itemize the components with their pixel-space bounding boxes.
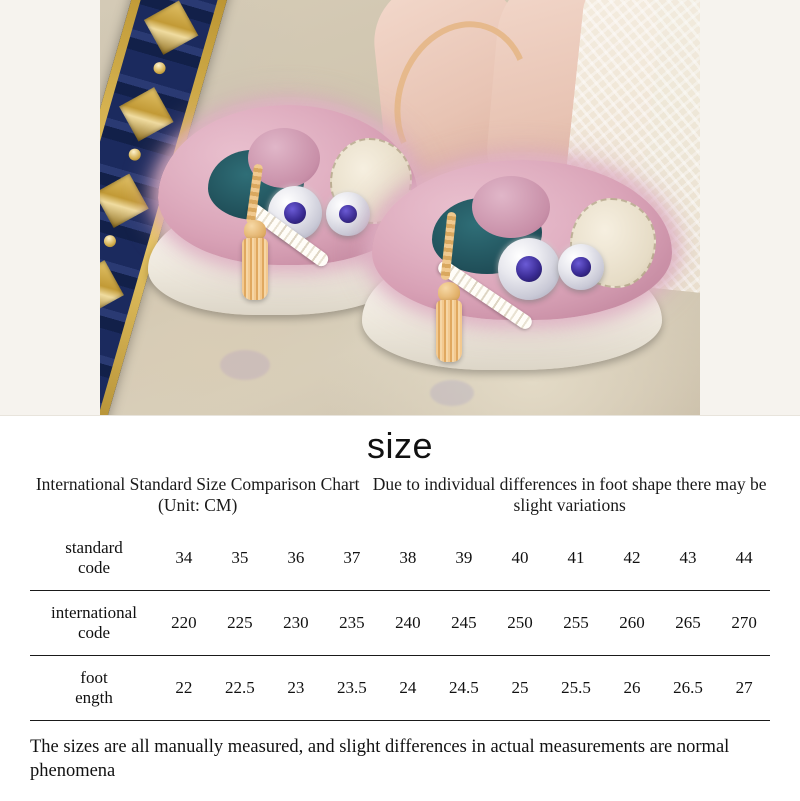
cell: 42	[606, 526, 658, 591]
cell: 245	[434, 591, 494, 656]
cell: 22.5	[210, 656, 270, 721]
cell: 26.5	[658, 656, 718, 721]
cell: 37	[322, 526, 382, 591]
size-chart-section	[0, 415, 800, 801]
cell: 240	[382, 591, 434, 656]
tassel-skirt	[436, 300, 462, 362]
eye-pupil	[339, 205, 357, 223]
ribbon-diamond	[119, 87, 173, 141]
cell: 25	[494, 656, 546, 721]
cell: 43	[658, 526, 718, 591]
cloth-motif	[430, 380, 474, 406]
size-table	[30, 526, 770, 721]
ribbon-dot	[152, 61, 167, 76]
size-headline-row	[0, 468, 800, 516]
photo-left-margin	[0, 0, 100, 415]
cell: 40	[494, 526, 546, 591]
row-label-line1: standard	[65, 538, 123, 557]
tassel-skirt	[242, 238, 268, 300]
cell: 23	[270, 656, 322, 721]
row-label-line2: code	[77, 558, 111, 577]
table-row	[30, 591, 770, 656]
size-title: size	[366, 425, 434, 466]
row-label-line1: foot	[80, 668, 108, 687]
cell: 24.5	[434, 656, 494, 721]
eye-pupil	[284, 202, 307, 225]
cell: 22	[158, 656, 210, 721]
table-row	[30, 526, 770, 591]
cell: 39	[434, 526, 494, 591]
cell: 235	[322, 591, 382, 656]
eye-decoration	[558, 244, 604, 290]
eye-pupil	[571, 257, 590, 276]
cell: 34	[158, 526, 210, 591]
ribbon-diamond	[100, 174, 149, 228]
cell: 255	[546, 591, 606, 656]
table-row	[30, 656, 770, 721]
cell: 38	[382, 526, 434, 591]
row-label-standard-code	[30, 526, 158, 591]
cell: 23.5	[322, 656, 382, 721]
cell: 270	[718, 591, 770, 656]
cell: 220	[158, 591, 210, 656]
cell: 25.5	[546, 656, 606, 721]
ribbon-diamond	[144, 1, 198, 55]
product-photo	[100, 0, 700, 415]
ribbon-dot	[103, 234, 118, 249]
row-label-foot-length	[30, 656, 158, 721]
cell: 260	[606, 591, 658, 656]
cell: 265	[658, 591, 718, 656]
cell: 230	[270, 591, 322, 656]
cell: 26	[606, 656, 658, 721]
tassel-head	[244, 220, 266, 240]
eye-decoration	[326, 192, 370, 236]
cell: 41	[546, 526, 606, 591]
size-footnote: The sizes are all manually measured, and slight differences in actual measurements are normal phenomena	[30, 737, 730, 781]
cloth-motif	[220, 350, 270, 380]
pink-patch	[472, 176, 550, 238]
eye-pupil	[516, 256, 542, 282]
ribbon-diamond	[100, 260, 124, 314]
photo-right-margin	[700, 0, 800, 415]
tassel-head	[438, 282, 460, 302]
row-label-line2: ength	[75, 688, 113, 707]
cell: 44	[718, 526, 770, 591]
cell: 27	[718, 656, 770, 721]
ribbon-dot	[127, 147, 142, 162]
size-headline-right: Due to individual differences in foot shape there may be slight variations	[372, 474, 767, 515]
size-headline-left: International Standard Size Comparison Chart (Unit: CM)	[35, 474, 360, 515]
row-label-international-code	[30, 591, 158, 656]
cell: 250	[494, 591, 546, 656]
cell: 225	[210, 591, 270, 656]
eye-decoration	[498, 238, 560, 300]
cell: 36	[270, 526, 322, 591]
cell: 35	[210, 526, 270, 591]
cell: 24	[382, 656, 434, 721]
row-label-line2: code	[77, 623, 111, 642]
row-label-line1: international	[51, 603, 137, 622]
